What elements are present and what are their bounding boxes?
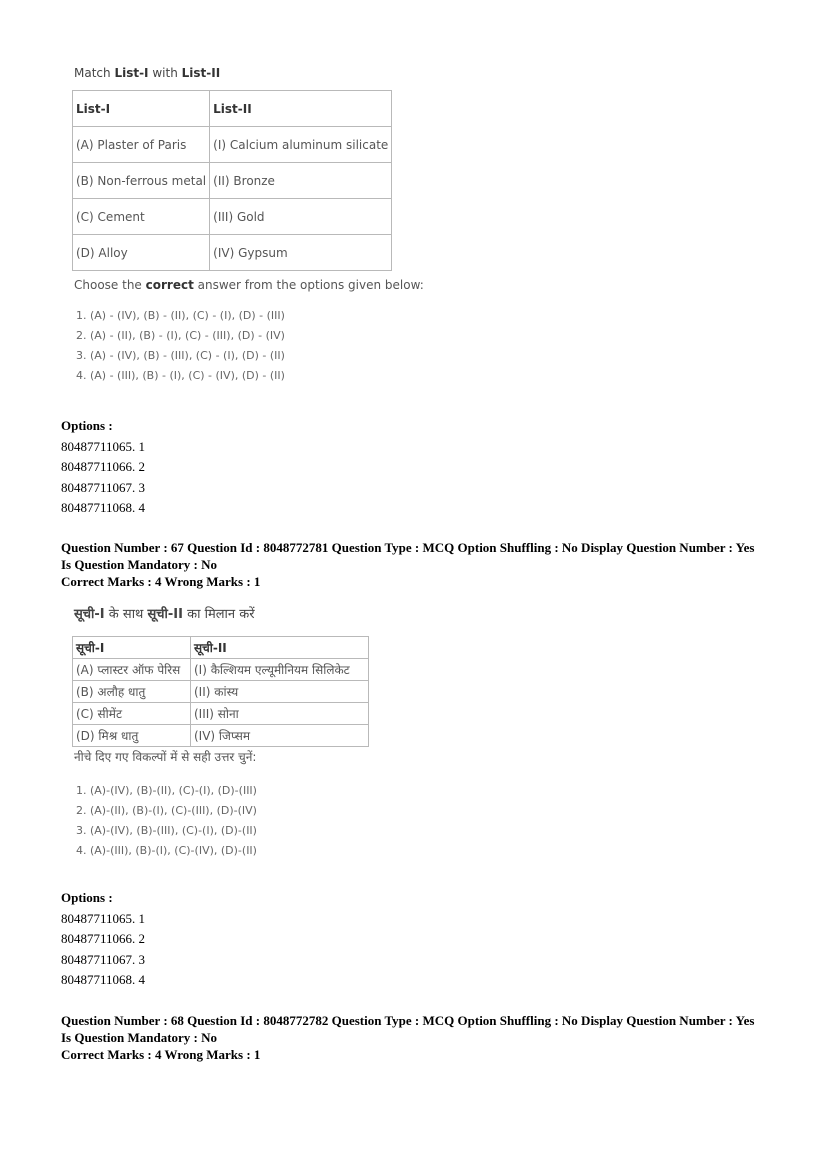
- options-label: Options :: [61, 418, 113, 433]
- table-cell: (D) Alloy: [73, 235, 210, 271]
- option-item: 80487711067. 3: [61, 479, 146, 495]
- match-table: [72, 90, 392, 271]
- question-info-line: Question Number : 67 Question Id : 8048772781 Question Type : MCQ Option Shuffling : No Display Question Number : Yes: [61, 540, 755, 555]
- answer-choices: [76, 306, 432, 386]
- table-cell: (I) कैल्शियम एल्यूमीनियम सिलिकेट: [191, 659, 369, 681]
- answer-choice: 3. (A)-(IV), (B)-(III), (C)-(I), (D)-(II): [76, 824, 257, 837]
- table-header-row: [73, 637, 369, 659]
- question-67-options: [61, 888, 145, 991]
- mandatory-line: Is Question Mandatory : No: [61, 557, 218, 572]
- answer-choice: 4. (A) - (III), (B) - (I), (C) - (IV), (D) - (II): [76, 369, 285, 382]
- option-item: 80487711068. 4: [61, 500, 146, 515]
- table-header-cell: सूची-II: [191, 637, 369, 659]
- answer-choices: [76, 781, 402, 861]
- table-row: [73, 681, 369, 703]
- table-cell: (B) Non-ferrous metal: [73, 163, 210, 199]
- table-cell: (D) मिश्र धातु: [73, 725, 191, 747]
- table-row: [73, 659, 369, 681]
- mandatory-line: Is Question Mandatory : No: [61, 1030, 218, 1045]
- question-67-meta: [61, 539, 781, 590]
- option-item: 80487711065. 1: [61, 438, 146, 454]
- table-cell: (II) कांस्य: [191, 681, 369, 703]
- option-item: 80487711067. 3: [61, 951, 146, 967]
- match-instruction: Match List-I with List-II: [74, 66, 221, 80]
- marks-line: Correct Marks : 4 Wrong Marks : 1: [61, 1047, 261, 1062]
- option-item: 80487711068. 4: [61, 972, 146, 987]
- table-row: [73, 703, 369, 725]
- table-cell: (III) Gold: [210, 199, 392, 235]
- table-cell: (A) प्लास्टर ऑफ पेरिस: [73, 659, 191, 681]
- answer-choice: 3. (A) - (IV), (B) - (III), (C) - (I), (D) - (II): [76, 349, 285, 362]
- answer-choice: 2. (A) - (II), (B) - (I), (C) - (III), (D) - (IV): [76, 329, 285, 342]
- option-item: 80487711065. 1: [61, 910, 146, 926]
- option-item: 80487711066. 2: [61, 931, 146, 946]
- table-row: [73, 725, 369, 747]
- answer-choice: 1. (A)-(IV), (B)-(II), (C)-(I), (D)-(III): [76, 784, 257, 797]
- table-cell: (C) Cement: [73, 199, 210, 235]
- answer-choice: 2. (A)-(II), (B)-(I), (C)-(III), (D)-(IV): [76, 804, 257, 817]
- options-label: Options :: [61, 890, 113, 905]
- question-68-meta: [61, 1012, 781, 1063]
- answer-choice: 1. (A) - (IV), (B) - (II), (C) - (I), (D) - (III): [76, 309, 285, 322]
- choose-instruction: Choose the correct answer from the options given below:: [74, 278, 424, 292]
- table-cell: (B) अलौह धातु: [73, 681, 191, 703]
- table-cell: (II) Bronze: [210, 163, 392, 199]
- table-cell: (IV) Gypsum: [210, 235, 392, 271]
- question-67-image: [72, 604, 402, 861]
- marks-line: Correct Marks : 4 Wrong Marks : 1: [61, 574, 261, 589]
- question-info-line: Question Number : 68 Question Id : 8048772782 Question Type : MCQ Option Shuffling : No Display Question Number : Yes: [61, 1013, 755, 1028]
- table-row: [73, 199, 392, 235]
- answer-choice: 4. (A)-(III), (B)-(I), (C)-(IV), (D)-(II): [76, 844, 257, 857]
- table-row: [73, 235, 392, 271]
- table-row: [73, 163, 392, 199]
- table-cell: (C) सीमेंट: [73, 703, 191, 725]
- table-header-cell: List-I: [73, 91, 210, 127]
- table-cell: (III) सोना: [191, 703, 369, 725]
- match-table: [72, 636, 369, 747]
- question-66-image: [72, 66, 432, 386]
- table-cell: (I) Calcium aluminum silicate: [210, 127, 392, 163]
- question-66-options: [61, 416, 145, 519]
- table-cell: (A) Plaster of Paris: [73, 127, 210, 163]
- choose-instruction: नीचे दिए गए विकल्पों में से सही उत्तर चुनें:: [74, 750, 257, 764]
- match-instruction: सूची-I के साथ सूची-II का मिलान करें: [74, 607, 255, 622]
- table-cell: (IV) जिप्सम: [191, 725, 369, 747]
- table-row: [73, 127, 392, 163]
- table-header-cell: सूची-I: [73, 637, 191, 659]
- table-header-row: [73, 91, 392, 127]
- table-header-cell: List-II: [210, 91, 392, 127]
- option-item: 80487711066. 2: [61, 459, 146, 474]
